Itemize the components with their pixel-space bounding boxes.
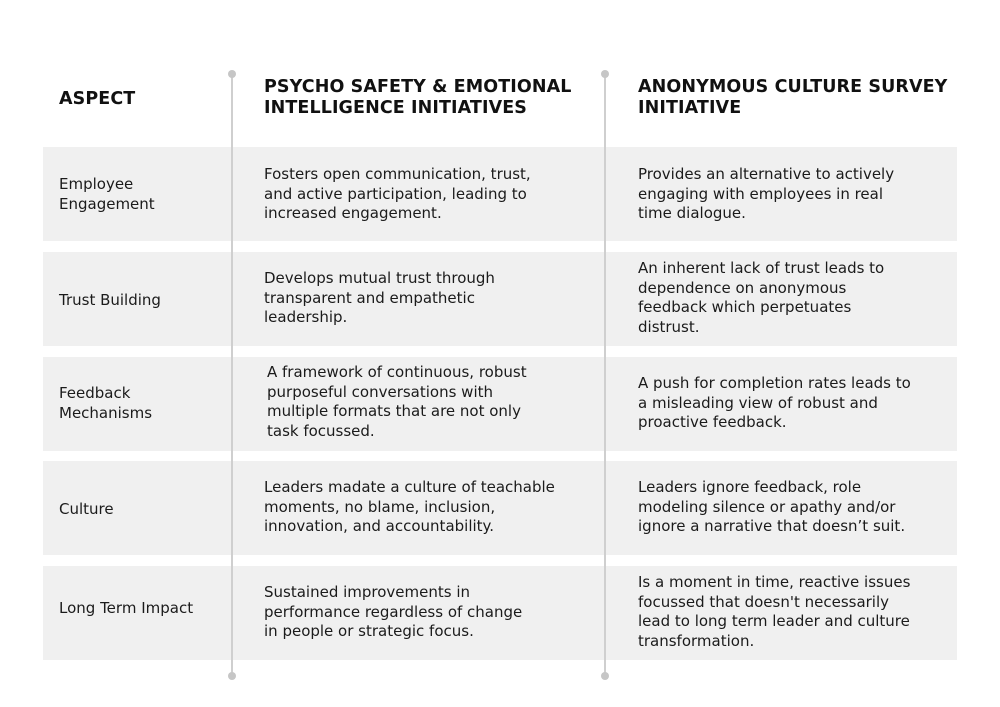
psycho-safety-cell: A framework of continuous, robust purposeful conversations with multiple formats that are not only task focussed. — [267, 363, 527, 441]
aspect-label: Employee Engagement — [59, 175, 155, 213]
anonymous-survey-cell: An inherent lack of trust leads to dependence on anonymous feedback which perpetuates distrust. — [638, 259, 885, 337]
psycho-safety-cell: Leaders madate a culture of teachable moments, no blame, inclusion, innovation, and accountability. — [264, 478, 555, 536]
divider-dot-left-bottom — [228, 672, 236, 680]
psycho-safety-cell: Fosters open communication, trust, and active participation, leading to increased engagement. — [264, 165, 531, 223]
aspect-label: Trust Building — [59, 291, 161, 309]
anonymous-survey-cell: A push for completion rates leads to a misleading view of robust and proactive feedback. — [638, 374, 911, 432]
header-aspect: ASPECT — [59, 89, 136, 109]
column-divider-left — [231, 73, 233, 677]
anonymous-survey-cell: Is a moment in time, reactive issues focussed that doesn't necessarily lead to long term leader and culture transformation. — [638, 573, 911, 651]
divider-dot-left-top — [228, 70, 236, 78]
psycho-safety-cell: Develops mutual trust through transparent and empathetic leadership. — [264, 269, 495, 327]
psycho-safety-cell: Sustained improvements in performance regardless of change in people or strategic focus. — [264, 583, 523, 641]
divider-dot-right-top — [601, 70, 609, 78]
column-divider-right — [604, 73, 606, 677]
aspect-label: Long Term Impact — [59, 599, 194, 617]
anonymous-survey-cell: Leaders ignore feedback, role modeling silence or apathy and/or ignore a narrative that doesn’t suit. — [638, 478, 906, 536]
header-psycho-safety: PSYCHO SAFETY & EMOTIONAL INTELLIGENCE INITIATIVES — [264, 77, 572, 118]
header-anonymous-survey: ANONYMOUS CULTURE SURVEY INITIATIVE — [638, 77, 948, 118]
aspect-label: Feedback Mechanisms — [59, 384, 153, 422]
anonymous-survey-cell: Provides an alternative to actively engaging with employees in real time dialogue. — [638, 165, 895, 223]
aspect-label: Culture — [59, 500, 114, 518]
divider-dot-right-bottom — [601, 672, 609, 680]
